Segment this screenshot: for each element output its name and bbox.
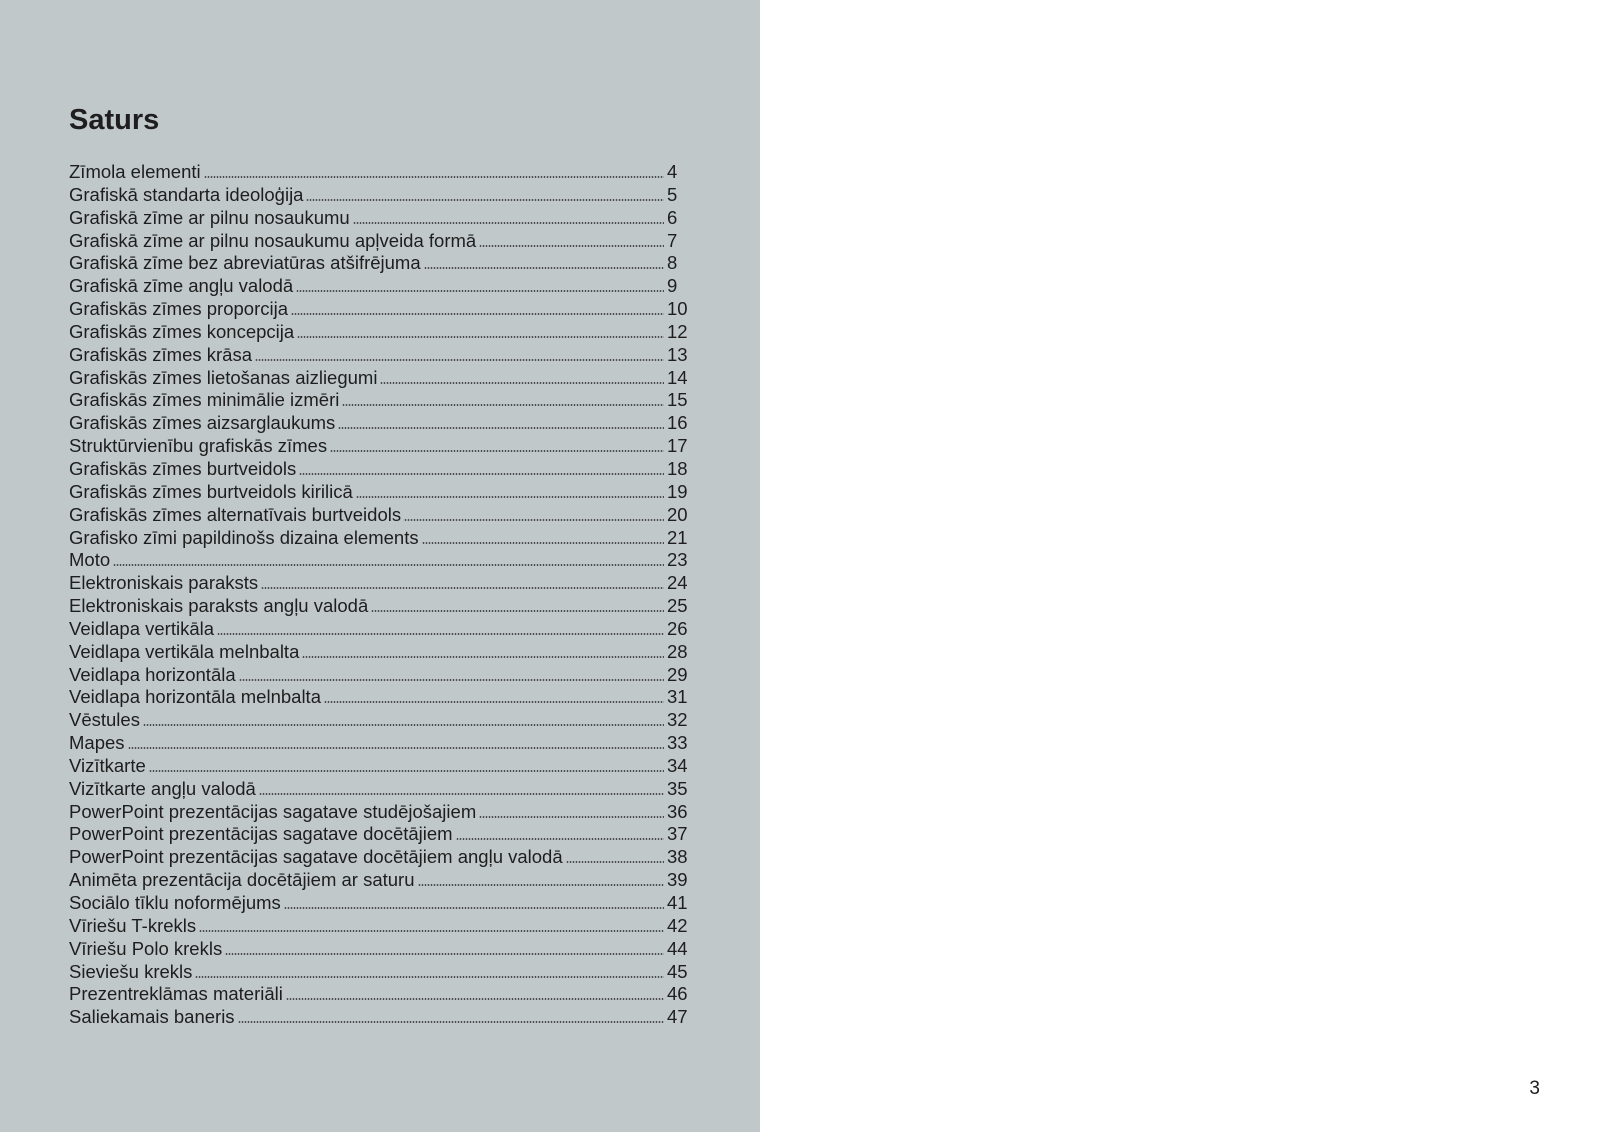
toc-entry[interactable] [69,938,693,961]
toc-entry[interactable] [69,389,693,412]
toc-entry-page-number: 47 [667,1006,688,1028]
dot-leader [342,404,664,406]
toc-entry[interactable] [69,892,693,915]
dot-leader [149,770,664,772]
dot-leader [297,336,664,338]
dot-leader [418,884,664,886]
dot-leader [113,564,664,566]
dot-leader [299,473,664,475]
toc-entry-page-number: 41 [667,892,688,913]
toc-entry-page-number: 18 [667,457,688,479]
toc-entry-label: PowerPoint prezentācijas sagatave docētājiem angļu valodā [69,846,563,868]
toc-entry-page-number: 4 [667,161,678,182]
dot-leader [338,427,664,429]
contents-list [69,161,693,1029]
toc-entry[interactable] [69,983,693,1006]
toc-entry-label: Prezentreklāmas materiāli [69,983,283,1005]
dot-leader [356,496,664,498]
contents-panel [0,0,760,1132]
toc-entry-label: Sieviešu krekls [69,960,193,982]
toc-entry-label: Sociālo tīklu noformējums [69,892,281,913]
toc-entry-page-number: 26 [667,617,688,639]
dot-leader [479,816,664,818]
toc-entry[interactable] [69,412,693,435]
toc-entry[interactable] [69,869,693,892]
toc-entry-label: PowerPoint prezentācijas sagatave studējošajiem [69,800,477,822]
contents-title: Saturs [69,104,160,136]
dot-leader [306,199,664,201]
toc-entry-label: Saliekamais baneris [69,1006,235,1028]
toc-entry-label: Grafiskās zīmes aizsarglaukums [69,412,336,434]
toc-entry[interactable] [69,961,693,984]
dot-leader [284,907,664,909]
toc-entry[interactable] [69,435,693,458]
toc-entry-page-number: 12 [667,320,688,342]
dot-leader [286,998,664,1000]
toc-entry[interactable] [69,915,693,938]
toc-entry-page-number: 32 [667,709,688,731]
toc-entry[interactable] [69,709,693,732]
toc-entry-label: Grafiskās zīmes burtveidols kirilicā [69,480,353,502]
dot-leader [239,679,664,681]
toc-entry-page-number: 10 [667,298,688,320]
toc-entry[interactable] [69,275,693,298]
toc-entry-page-number: 35 [667,777,688,799]
toc-entry-page-number: 9 [667,275,678,297]
dot-leader [404,519,664,521]
toc-entry-label: Vīriešu Polo krekls [69,937,223,959]
toc-entry-page-number: 21 [667,526,688,548]
dot-leader [195,976,664,978]
dot-leader [566,861,664,863]
toc-entry[interactable] [69,801,693,824]
toc-entry[interactable] [69,321,693,344]
toc-entry[interactable] [69,230,693,253]
toc-entry-page-number: 7 [667,229,678,251]
toc-entry[interactable] [69,184,693,207]
dot-leader [353,222,664,224]
toc-entry-label: Vīriešu T-krekls [69,914,197,936]
dot-leader [296,290,664,292]
page-number: 3 [1529,1078,1540,1099]
toc-entry-page-number: 34 [667,754,688,776]
toc-entry-page-number: 8 [667,252,678,274]
blank-page-area [760,0,1600,1132]
toc-entry-label: Vizītkarte angļu valodā [69,777,256,799]
toc-entry-page-number: 29 [667,663,688,685]
toc-entry-page-number: 44 [667,937,688,959]
toc-entry-label: Veidlapa vertikāla melnbalta [69,640,300,662]
toc-entry-page-number: 25 [667,595,688,617]
dot-leader [291,313,664,315]
toc-entry-label: Grafisko zīmi papildinošs dizaina elements [69,526,419,548]
toc-entry-label: Veidlapa horizontāla melnbalta [69,686,321,708]
toc-entry[interactable] [69,618,693,641]
dot-leader [456,838,664,840]
toc-entry-page-number: 37 [667,823,688,845]
toc-entry[interactable] [69,664,693,687]
toc-entry-page-number: 31 [667,686,688,708]
dot-leader [330,450,664,452]
toc-entry[interactable] [69,549,693,572]
toc-entry[interactable] [69,344,693,367]
toc-entry[interactable] [69,686,693,709]
toc-entry[interactable] [69,481,693,504]
toc-entry-label: Mapes [69,732,125,754]
toc-entry-page-number: 19 [667,480,688,502]
toc-entry-page-number: 5 [667,183,678,205]
toc-entry-label: Moto [69,549,111,571]
toc-entry-page-number: 42 [667,914,688,936]
toc-entry-page-number: 38 [667,846,688,868]
toc-entry-label: Grafiskās zīmes burtveidols [69,457,297,479]
toc-entry-page-number: 13 [667,343,688,365]
toc-entry-page-number: 15 [667,389,688,411]
toc-entry-label: Vizītkarte [69,754,146,776]
toc-entry-page-number: 39 [667,869,688,891]
toc-entry-page-number: 16 [667,412,688,434]
toc-entry-label: Grafiskās zīmes koncepcija [69,320,295,342]
toc-entry[interactable] [69,846,693,869]
toc-entry-label: Grafiskā standarta ideoloģija [69,183,304,205]
toc-entry[interactable] [69,778,693,801]
toc-entry[interactable] [69,207,693,230]
toc-entry-page-number: 20 [667,503,688,525]
toc-entry[interactable] [69,595,693,618]
dot-leader [380,382,664,384]
toc-entry[interactable] [69,641,693,664]
dot-leader [261,587,664,589]
toc-entry[interactable] [69,367,693,390]
dot-leader [324,701,664,703]
toc-entry-label: Struktūrvienību grafiskās zīmes [69,435,328,457]
toc-entry[interactable] [69,527,693,550]
dot-leader [204,176,664,178]
dot-leader [259,793,664,795]
toc-entry-page-number: 24 [667,572,688,594]
toc-entry[interactable] [69,504,693,527]
dot-leader [422,542,664,544]
toc-entry-label: Zīmola elementi [69,161,201,182]
toc-entry-label: Grafiskās zīmes lietošanas aizliegumi [69,366,378,388]
toc-entry-label: Grafiskās zīmes alternatīvais burtveidols [69,503,402,525]
toc-entry-label: Grafiskās zīmes proporcija [69,298,288,320]
toc-entry-label: PowerPoint prezentācijas sagatave docētājiem [69,823,453,845]
dot-leader [199,930,664,932]
toc-entry-label: Vēstules [69,709,140,731]
toc-entry-page-number: 33 [667,732,688,754]
toc-entry-label: Animēta prezentācija docētājiem ar saturu [69,869,415,891]
dot-leader [225,953,664,955]
dot-leader [479,245,664,247]
dot-leader [128,747,664,749]
toc-entry-label: Grafiskā zīme ar pilnu nosaukumu [69,206,350,228]
dot-leader [302,656,664,658]
toc-entry-label: Grafiskā zīme angļu valodā [69,275,294,297]
toc-entry-page-number: 45 [667,960,688,982]
toc-entry-page-number: 46 [667,983,688,1005]
toc-entry-label: Grafiskā zīme bez abreviatūras atšifrējuma [69,252,421,274]
toc-entry[interactable] [69,252,693,275]
toc-entry-page-number: 6 [667,206,678,228]
toc-entry-page-number: 17 [667,435,688,457]
dot-leader [424,267,664,269]
dot-leader [143,724,664,726]
toc-entry-page-number: 28 [667,640,688,662]
toc-entry-label: Elektroniskais paraksts angļu valodā [69,595,369,617]
toc-entry-page-number: 14 [667,366,688,388]
toc-entry-label: Elektroniskais paraksts [69,572,259,594]
toc-entry[interactable] [69,755,693,778]
toc-entry[interactable] [69,1006,693,1029]
toc-entry-label: Veidlapa vertikāla [69,617,215,639]
dot-leader [371,610,664,612]
dot-leader [238,1021,664,1023]
dot-leader [217,633,664,635]
toc-entry[interactable] [69,161,693,184]
toc-entry[interactable] [69,458,693,481]
toc-entry-page-number: 23 [667,549,688,571]
toc-entry-label: Grafiskās zīmes minimālie izmēri [69,389,340,411]
toc-entry[interactable] [69,823,693,846]
toc-entry-label: Grafiskā zīme ar pilnu nosaukumu apļveida formā [69,229,477,251]
toc-entry[interactable] [69,732,693,755]
toc-entry-label: Veidlapa horizontāla [69,663,236,685]
toc-entry[interactable] [69,572,693,595]
toc-entry-label: Grafiskās zīmes krāsa [69,343,252,365]
toc-entry[interactable] [69,298,693,321]
toc-entry-page-number: 36 [667,800,688,822]
dot-leader [255,359,664,361]
